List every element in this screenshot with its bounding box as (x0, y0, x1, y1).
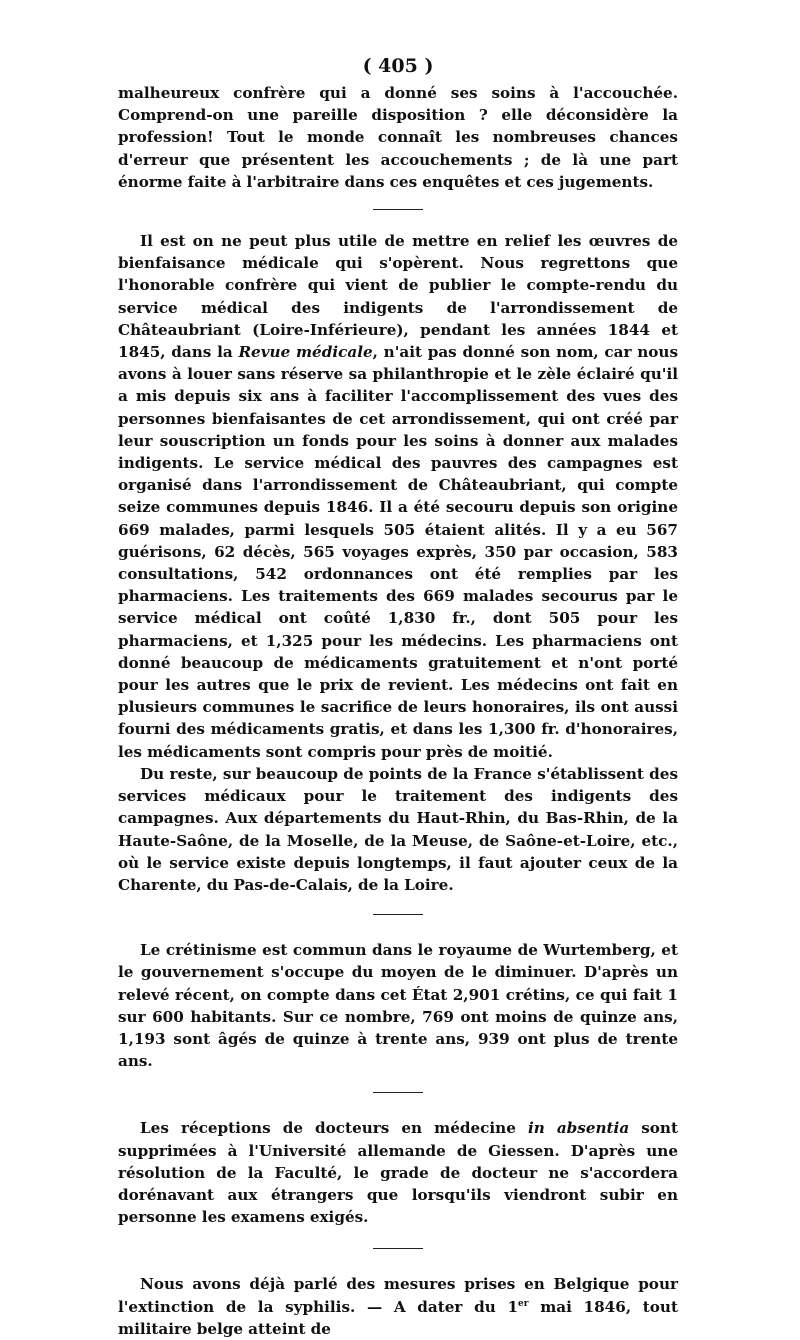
paragraph-bienfaisance (118, 230, 678, 763)
ordinal-superscript: er (518, 1298, 529, 1309)
paragraph-cretinisme: Le crétinisme est commun dans le royaume de Wurtemberg, et le gouvernement s'occupe du moyen de le diminuer. D'après un relevé récent, on compte dans cet État 2,901 crétins, ce qui fait 1 sur 600 habitants. Sur ce nombre, 769 ont moins de quinze ans, 1,193 sont âgés de quinze à trente ans, 939 ont plus de trente ans. (118, 941, 678, 1071)
syphilis-text-end: mai 1846, tout militaire belge atteint de (118, 1297, 678, 1338)
journal-title: Revue médicale (238, 343, 373, 362)
page-number: ( 405 ) (362, 55, 434, 77)
giessen-text-start: Les réceptions de docteurs en médecine (140, 1119, 516, 1138)
section-divider (373, 914, 423, 915)
section-divider (373, 1092, 423, 1093)
section-divider (373, 209, 423, 210)
paragraph-services-medicaux: Du reste, sur beaucoup de points de la France s'établissent des services médicaux pour le traitement des indigents des campagnes. Aux départements du Haut-Rhin, du Bas-Rhin, de la Haute-Saône, de la Moselle, de la Meuse, de Saône-et-Loire, etc., où le service existe depuis longtemps, il faut ajouter ceux de la Charente, du Pas-de-Calais, de la Loire. (118, 764, 678, 894)
section-divider (373, 1248, 423, 1249)
bienfaisance-text-end: , n'ait pas donné son nom, car nous avons à louer sans réserve sa philanthropie et le zèle éclairé qu'il a mis depuis six ans à faciliter l'accomplissement des vues des personnes bienfaisantes de cet arrondissement, qui ont créé par leur souscription un fonds pour les soins à donner aux malades indigents. Le service médical des pauvres des campagnes est organisé dans l'arrondissement de Châteaubriant, qui compte seize communes depuis 1846. Il a été secouru depuis son origine 669 malades, parmi lesquels 505 étaient alités. Il y a eu 567 guérisons, 62 décès, 565 voyages exprès, 350 par occasion, 583 consultations, 542 ordonnances ont été remplies par les pharmaciens. Les traitements des 669 malades secourus par le service médical ont coûté 1,830 fr., dont 505 pour les pharmaciens, et 1,325 pour les médecins. Les pharmaciens ont donné beaucoup de médicaments gratuitement et n'ont porté pour les autres que le prix de revient. Les médecins ont fait en plusieurs communes le sacrifice de leurs honoraires, ils ont aussi fourni des médicaments gratis, et dans les 1,300 fr. d'honoraires, les médicaments sont compris pour près de moitié. (118, 343, 678, 761)
book-page (118, 54, 678, 1340)
paragraph-syphilis (118, 1273, 678, 1340)
paragraph-giessen (118, 1117, 678, 1228)
latin-term: in absentia (527, 1119, 630, 1138)
giessen-text-end: sont supprimées à l'Université allemande de Giessen. D'après une résolution de la Faculté, le grade de docteur ne s'accordera dorénavant aux étrangers que lorsqu'ils viendront subir en personne les examens exigés. (118, 1119, 678, 1227)
paragraph-accouchement: malheureux confrère qui a donné ses soins à l'accouchée. Comprend-on une pareille disposition ? elle déconsidère la profession! Tout le monde connaît les nombreuses chances d'erreur que présentent les accouchements ; de là une part énorme faite à l'arbitraire dans ces enquêtes et ces jugements. (118, 84, 678, 191)
syphilis-text-start: Nous avons déjà parlé des mesures prises en Belgique pour l'extinction de la syphilis. — A dater du 1 (118, 1275, 678, 1316)
bienfaisance-text-start: Il est on ne peut plus utile de mettre en relief les œuvres de bienfaisance médicale qui s'opèrent. Nous regrettons que l'honorable confrère qui vient de publier le compte-rendu du service médical des indigents de l'arrondissement de Châteaubriant (Loire-Inférieure), pendant les années 1844 et 1845, dans la (118, 232, 678, 362)
